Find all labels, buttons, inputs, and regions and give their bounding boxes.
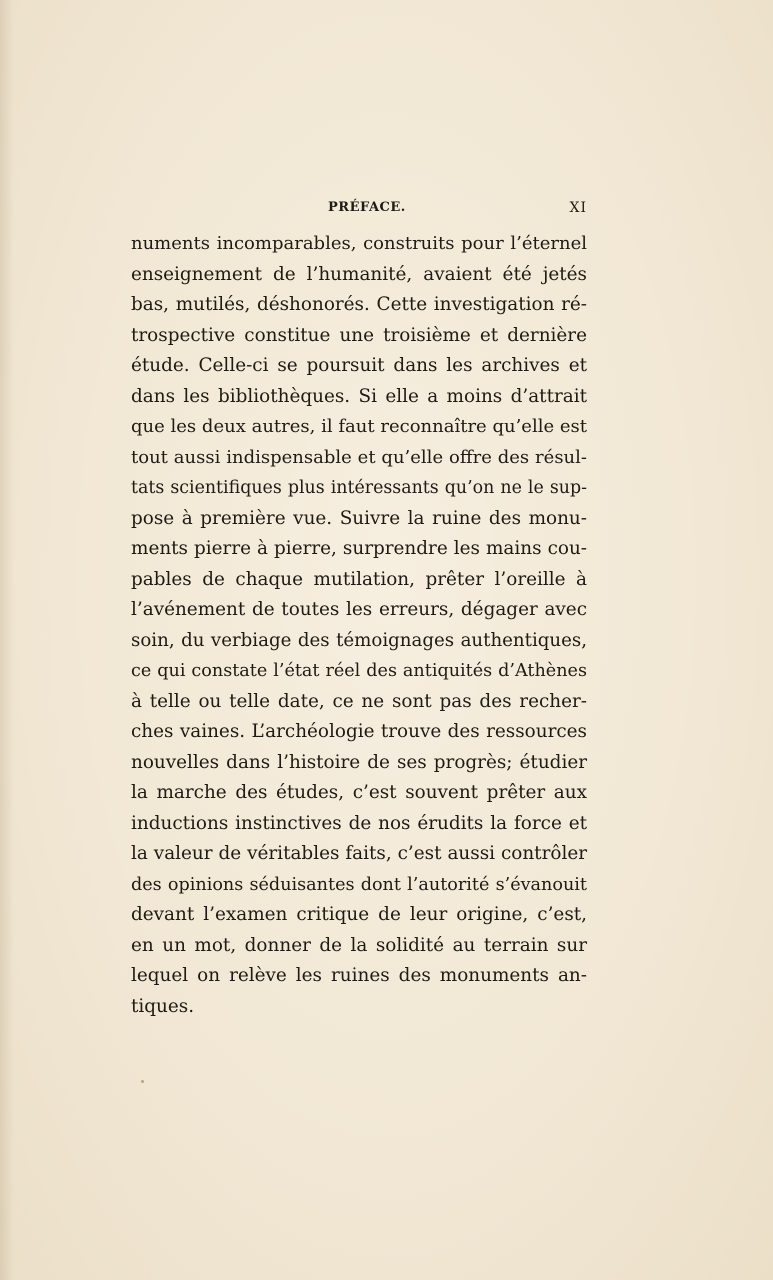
body-text [131,229,587,1022]
text-line: étude. Celle-ci se poursuit dans les archives et [131,355,587,376]
text-line: pables de chaque mutilation, prêter l’oreille à [131,568,587,590]
text-line: que les deux autres, il faut reconnaître qu’elle est [131,416,587,437]
running-head [131,200,587,222]
paper-speck [141,1080,144,1083]
text-line: ches vaines. L’archéologie trouve des ressources [131,721,587,742]
text-line: soin, du verbiage des témoignages authentiques, [131,629,587,651]
text-line: en un mot, donner de la solidité au terrain sur [131,934,587,956]
text-line: dans les bibliothèques. Si elle a moins d’attrait [131,385,587,407]
text-line: l’avénement de toutes les erreurs, dégager avec [131,599,587,620]
page-edge-shadow [0,0,14,1280]
text-line: la marche des études, c’est souvent prêter aux [131,782,587,803]
page-number: XI [569,200,587,216]
text-line: des opinions séduisantes dont l’autorité s’évanouit [131,874,587,895]
running-title: PRÉFACE. [328,200,406,215]
text-line: tout aussi indispensable et qu’elle offre des résul- [131,446,587,468]
text-line: tats scientifiques plus intéressants qu’on ne le sup- [131,478,587,498]
text-line: ments pierre à pierre, surprendre les mains cou- [131,538,587,559]
text-line: numents incomparables, construits pour l’éternel [131,233,587,254]
text-line: à telle ou telle date, ce ne sont pas des recher- [131,690,587,712]
text-line: bas, mutilés, déshonorés. Cette investigation ré- [131,294,587,315]
text-line: nouvelles dans l’histoire de ses progrès; étudier [131,751,587,773]
text-line: trospective constitue une troisième et dernière [131,324,587,346]
text-line: enseignement de l’humanité, avaient été jetés [131,263,587,285]
text-line: ce qui constate l’état réel des antiquités d’Athènes [131,661,587,681]
text-line-last: tiques. [131,995,195,1017]
text-line: devant l’examen critique de leur origine, c’est, [131,904,587,925]
text-line: lequel on relève les ruines des monuments an- [131,965,587,986]
text-line: pose à première vue. Suivre la ruine des monu- [131,507,587,529]
text-line: la valeur de véritables faits, c’est aussi contrôler [131,843,587,864]
text-line: inductions instinctives de nos érudits la force et [131,812,587,834]
